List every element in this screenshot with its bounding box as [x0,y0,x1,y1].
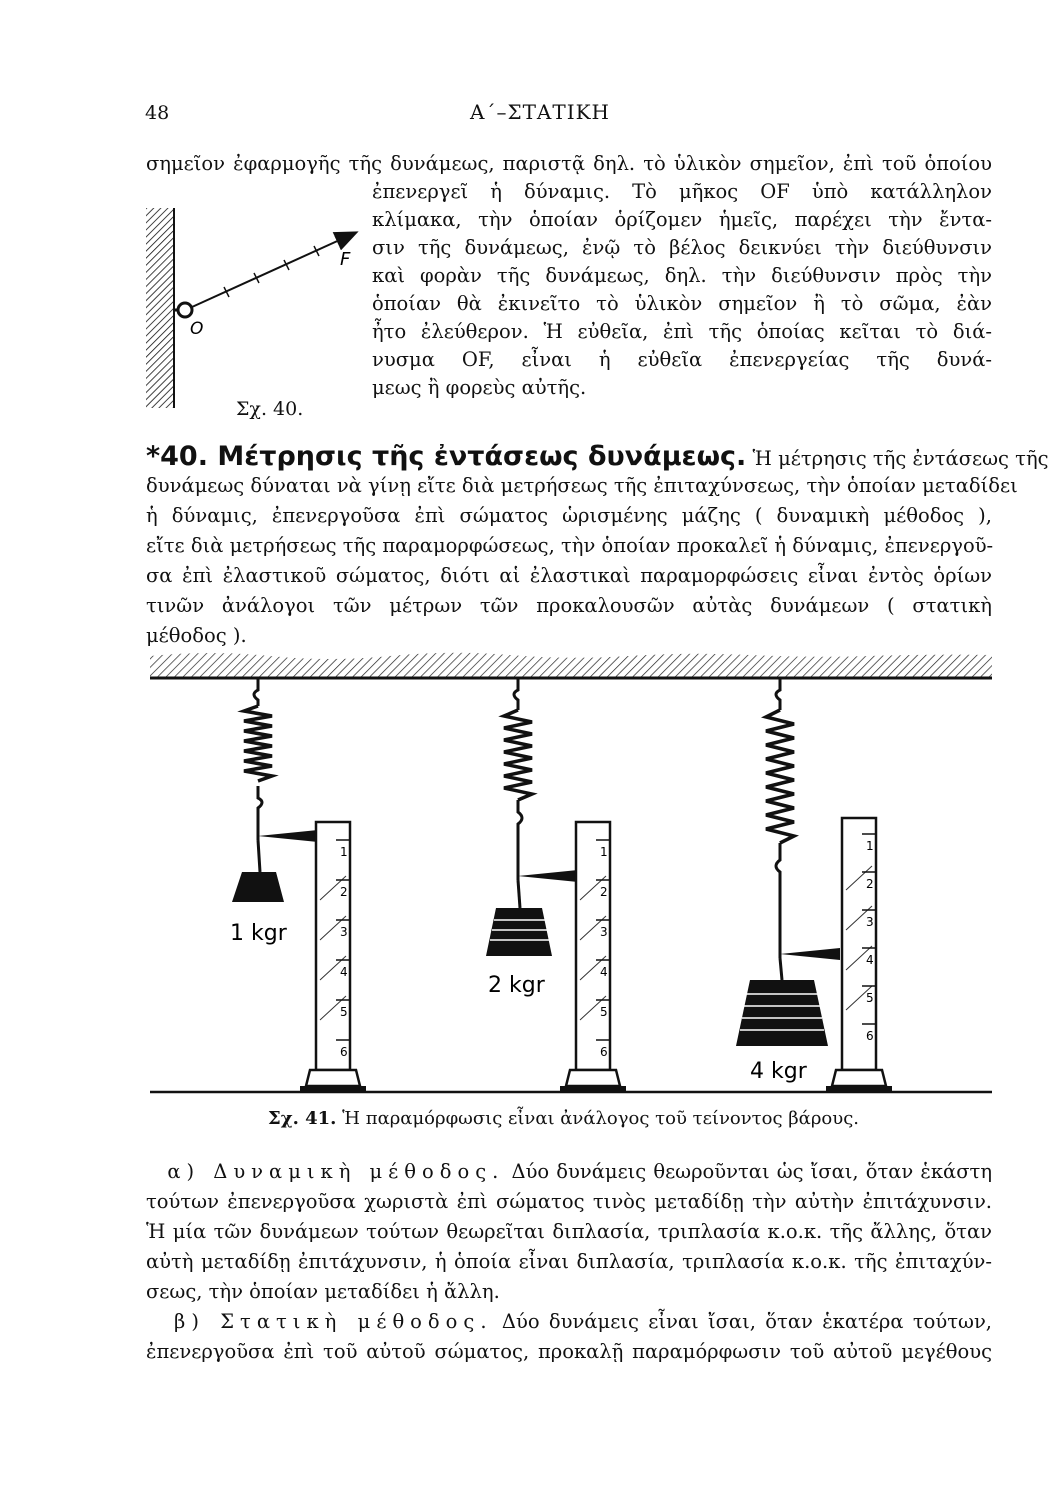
section-40-line: μέθοδος ). [146,624,247,647]
section-first-line-rest: Ἡ μέτρησις τῆς ἐντάσεως τῆς [752,447,1049,470]
section-40-line: σα ἐπὶ ἐλαστικοῦ σώματος, διότι αἱ ἐλαστικαὶ παραμορφώσεις εἶναι ἐντὸς ὁρίων [146,564,992,587]
fig40-text-line: ἦτο ἐλεύθερον. Ἡ εὐθεῖα, ἐπὶ τῆς ὁποίας κεῖται τὸ διά- [372,320,992,343]
wall-hatch [146,208,174,408]
scale-2-base [566,1070,620,1086]
section-40-line: δυνάμεως δύναται νὰ γίνῃ εἴτε διὰ μετρήσεως τῆς ἐπιταχύνσεως, τὴν ὁποίαν μεταδίδει [146,474,1018,497]
scale-tick-label: 4 [340,965,348,979]
scale-tick-label: 5 [600,1005,608,1019]
scale-tick-label: 5 [340,1005,348,1019]
scale-tick-label: 2 [866,877,874,891]
weight-3-label: 4 kgr [750,1059,807,1084]
intro-line: σημεῖον ἐφαρμογῆς τῆς δυνάμεως, παριστᾷ δηλ. τὸ ὑλικὸν σημεῖον, ἐπὶ τοῦ ὁποίου [146,152,992,175]
weight-3 [736,980,828,1046]
scale-tick-label: 2 [600,885,608,899]
pointer-3 [780,948,840,960]
method-a-line: αὐτὴ μεταδίδῃ ἐπιτάχυνσιν, ἡ ὁποία εἶναι διπλασία, τριπλασία κ.ο.κ. τῆς ἐπιταχύν- [146,1250,992,1273]
anchor-ring [178,303,192,317]
scale-tick-label: 4 [600,965,608,979]
figure-41-number: Σχ. 41. [268,1108,337,1129]
fig40-text-line: καὶ φορὰν τῆς δυνάμεως, δηλ. τὴν διεύθυνσιν πρὸς τὴν [372,264,992,287]
scale-tick-label: 3 [866,915,874,929]
section-40-first-line [146,440,1049,476]
scale-tick-label: 6 [340,1045,348,1059]
method-a-line: τούτων ἐπενεργοῦσα χωριστὰ ἐπὶ σώματος τινὸς μεταδίδῃ τὴν αὐτὴν ἐπιτάχυνσιν. [146,1190,992,1213]
weight-2-label: 2 kgr [488,973,545,998]
page-number: 48 [145,102,170,124]
scale-tick-label: 4 [866,953,874,967]
weight-1-label: 1 kgr [230,921,287,946]
running-title: Α΄–ΣΤΑΤΙΚΗ [470,100,610,124]
ceiling-hatch [150,653,992,678]
pointer-1 [258,830,318,842]
hook [254,678,258,706]
spring-setup-2 [486,678,626,1092]
spring-1 [244,706,272,781]
pointer-2 [518,870,578,882]
scale-tick-label: 6 [866,1029,874,1043]
scale-tick-label: 1 [866,839,874,853]
scale-tick-label: 1 [340,845,348,859]
hook [776,678,780,710]
scale-tick-label: 2 [340,885,348,899]
label-O: O [190,319,204,339]
figure-40-caption: Σχ. 40. [236,398,304,420]
figure-41-drawing [150,650,992,1100]
fig40-text-line: σιν τῆς δυνάμεως, ἐνῷ τὸ βέλος δεικνύει τὴν διεύθυνσιν [372,236,992,259]
method-a-first-line [146,1158,992,1186]
rod [258,786,262,840]
force-vector [192,233,355,307]
scale-tick-label: 3 [340,925,348,939]
scale-tick-label: 1 [600,845,608,859]
rod [776,843,780,958]
scale-tick-label: 6 [600,1045,608,1059]
method-a-first-rest: Δύο δυνάμεις θεωροῦνται ὡς ἴσαι, ὅταν ἑκάστη [511,1160,992,1183]
method-b-first-rest: Δύο δυνάμεις εἶναι ἴσαι, ὅταν ἑκατέρα τούτων, [501,1310,993,1333]
section-40-line: ἡ δύναμις, ἐπενεργοῦσα ἐπὶ σώματος ὡρισμένης μάζης ( δυναμικὴ μέθοδος ), [146,504,992,527]
method-a-label: α) Δυναμικὴ μέθοδος. [167,1160,505,1183]
scale-1-base [306,1070,360,1086]
hook [514,678,518,710]
section-heading: *40. Μέτρησις τῆς ἐντάσεως δυνάμεως. [146,441,747,472]
spring-setup-3 [736,678,892,1092]
fig40-text-line: ὁποίαν θὰ ἐκινεῖτο τὸ ὑλικὸν σημεῖον ἢ τὸ σῶμα, ἐὰν [372,292,992,315]
figure-41-caption-text: Ἡ παραμόρφωσις εἶναι ἀνάλογος τοῦ τείνοντος βάρους. [342,1108,860,1129]
figure-41-caption [268,1108,859,1129]
fig40-text-line: μεως ἢ φορεὺς αὐτῆς. [372,376,587,399]
scale-tick-label: 5 [866,991,874,1005]
section-40-line: τινῶν ἀνάλογοι τῶν μέτρων τῶν προκαλουσῶν αὐτὰς δυνάμεων ( στατικὴ [146,594,992,617]
method-a-line: Ἡ μία τῶν δυνάμεων τούτων θεωρεῖται διπλασία, τριπλασία κ.ο.κ. τῆς ἄλλης, ὅταν [146,1220,992,1243]
scale-2 [576,822,610,1070]
figure-40-drawing [140,200,365,415]
method-b-line: ἐπενεργοῦσα ἐπὶ τοῦ αὐτοῦ σώματος, προκαλῇ παραμόρφωσιν τοῦ αὐτοῦ μεγέθους [146,1340,992,1363]
spring-3 [766,710,794,843]
spring-2 [504,710,532,800]
label-F: F [340,249,351,270]
fig40-text-line: κλίμακα, τὴν ὁποίαν ὁρίζομεν ἡμεῖς, παρέχει τὴν ἔντα- [372,208,992,231]
scale-1 [316,822,350,1070]
method-b-label: β) Στατικὴ μέθοδος. [174,1310,493,1333]
fig40-text-line: νυσμα OF, εἶναι ἡ εὐθεῖα ἐπενεργείας τῆς δυνά- [372,348,992,371]
weight-2 [486,908,552,956]
weight-1 [232,872,284,902]
spring-setup-1 [230,678,366,1092]
method-b-first-line [146,1308,992,1336]
section-40-line: εἴτε διὰ μετρήσεως τῆς παραμορφώσεως, τὴν ὁποίαν προκαλεῖ ἡ δύναμις, ἐπενεργοῦ- [146,534,994,557]
fig40-text-line: ἐπενεργεῖ ἡ δύναμις. Τὸ μῆκος OF ὑπὸ κατάλληλον [372,180,992,203]
scale-tick-label: 3 [600,925,608,939]
method-a-line: σεως, τὴν ὁποίαν μεταδίδει ἡ ἄλλη. [146,1280,500,1303]
rod [518,800,522,880]
scale-3-base [832,1070,886,1086]
